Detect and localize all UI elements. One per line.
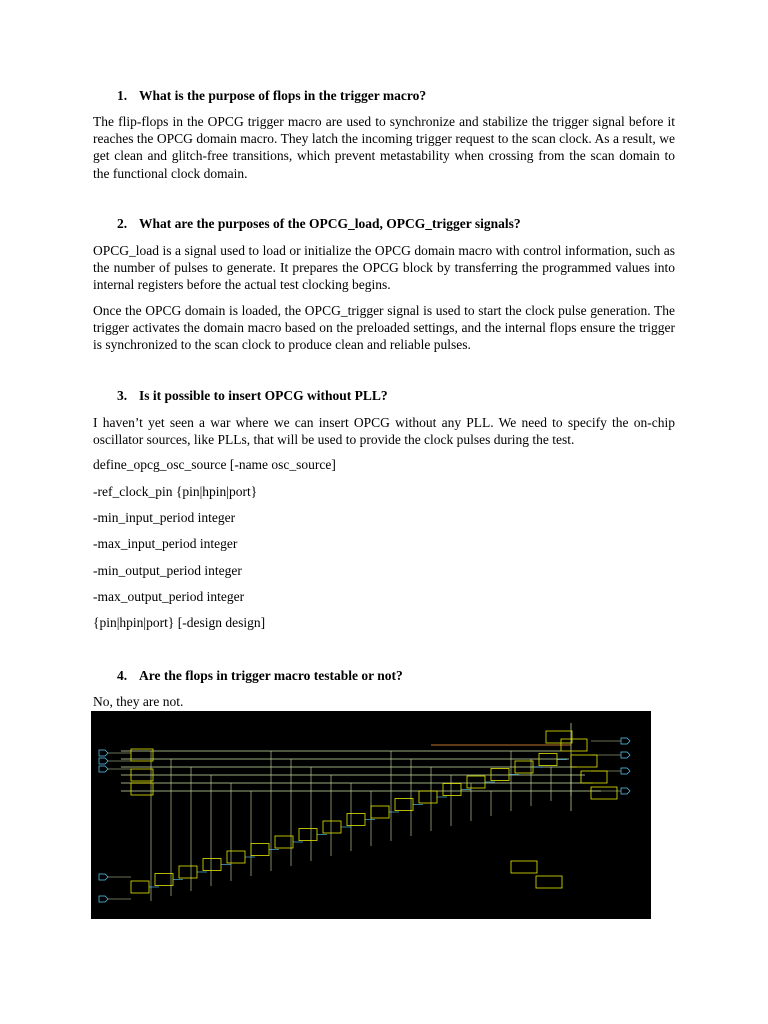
question-heading-4 xyxy=(117,668,403,684)
question-number: 4. xyxy=(117,668,128,683)
command-line: -max_input_period integer xyxy=(93,536,238,551)
question-heading-3 xyxy=(117,388,388,404)
question-text: What are the purposes of the OPCG_load, OPCG_trigger signals? xyxy=(139,216,521,231)
command-line: {pin|hpin|port} [-design design] xyxy=(93,615,266,630)
trigger-macro-schematic xyxy=(91,711,651,919)
command-line: -ref_clock_pin {pin|hpin|port} xyxy=(93,484,258,499)
command-line: -min_input_period integer xyxy=(93,510,236,525)
question-text: Is it possible to insert OPCG without PLL? xyxy=(139,388,388,403)
command-line: define_opcg_osc_source [-name osc_source] xyxy=(93,457,336,472)
answer-paragraph: OPCG_load is a signal used to load or initialize the OPCG domain macro with control information, such as the number of pulses to generate. It prepares the OPCG block by transferring the programmed values into internal registers before the actual test clocking begins. xyxy=(93,243,675,293)
question-text: Are the flops in trigger macro testable or not? xyxy=(139,668,403,683)
answer-paragraph: I haven’t yet seen a war where we can insert OPCG without any PLL. We need to specify the on-chip oscillator sources, like PLLs, that will be used to provide the clock pulses during the test. xyxy=(93,415,675,448)
command-line: -max_output_period integer xyxy=(93,589,245,604)
question-heading-2 xyxy=(117,216,521,232)
question-heading-1 xyxy=(117,88,426,104)
answer-paragraph: The flip-flops in the OPCG trigger macro are used to synchronize and stabilize the trigger signal before it reaches the OPCG domain macro. They latch the incoming trigger request to the scan clock. As a result, we get clean and glitch-free transitions, which prevent metastability when crossing from the scan domain to the functional clock domain. xyxy=(93,114,675,181)
command-line: -min_output_period integer xyxy=(93,563,242,578)
question-number: 2. xyxy=(117,216,128,231)
answer-paragraph: Once the OPCG domain is loaded, the OPCG_trigger signal is used to start the clock pulse generation. The trigger activates the domain macro based on the preloaded settings, and the internal flops ensure the trigger is synchronized to the scan clock to produce clean and reliable pulses. xyxy=(93,303,675,353)
question-number: 3. xyxy=(117,388,128,403)
question-text: What is the purpose of flops in the trigger macro? xyxy=(139,88,427,103)
answer-text: No, they are not. xyxy=(93,694,184,709)
question-number: 1. xyxy=(117,88,128,103)
